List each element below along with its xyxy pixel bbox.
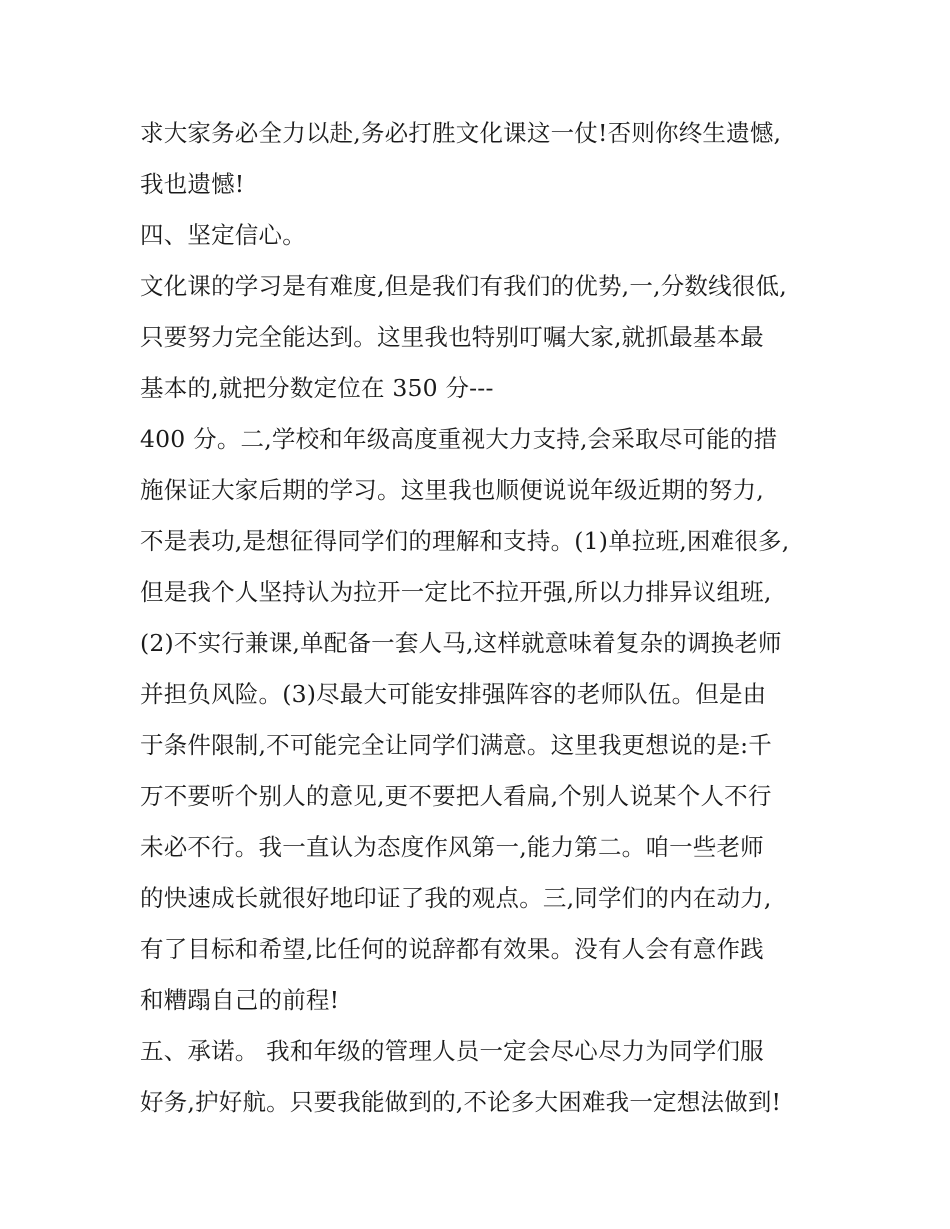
body-line-18: 和糟蹋自己的前程! bbox=[140, 986, 340, 1014]
body-line-17: 有了目标和希望,比任何的说辞都有效果。没有人会有意作践 bbox=[140, 935, 764, 963]
document-body bbox=[140, 108, 820, 1128]
body-line-1: 求大家务必全力以赴,务必打胜文化课这一仗!否则你终生遗憾, bbox=[140, 119, 782, 147]
section-heading-5: 五、承诺。 我和年级的管理人员一定会尽心尽力为同学们服 bbox=[140, 1037, 764, 1065]
body-line-16: 的快速成长就很好地印证了我的观点。三,同学们的内在动力, bbox=[140, 884, 772, 912]
body-line-10: 但是我个人坚持认为拉开一定比不拉开强,所以力排异议组班, bbox=[140, 578, 772, 606]
body-line-2: 我也遗憾! bbox=[140, 170, 245, 198]
body-line-7: 400 分。二,学校和年级高度重视大力支持,会采取尽可能的措 bbox=[140, 425, 778, 453]
body-line-11: (2)不实行兼课,单配备一套人马,这样就意味着复杂的调换老师 bbox=[140, 629, 782, 657]
body-line-8: 施保证大家后期的学习。这里我也顺便说说年级近期的努力, bbox=[140, 476, 764, 504]
body-line-6: 基本的,就把分数定位在 350 分--- bbox=[140, 374, 494, 402]
body-line-4: 文化课的学习是有难度,但是我们有我们的优势,一,分数线很低, bbox=[140, 272, 787, 300]
body-line-14: 万不要听个别人的意见,更不要把人看扁,个别人说某个人不行 bbox=[140, 782, 772, 810]
body-line-9: 不是表功,是想征得同学们的理解和支持。(1)单拉班,困难很多, bbox=[140, 527, 790, 555]
section-heading-4: 四、坚定信心。 bbox=[140, 221, 306, 249]
body-line-20: 好务,护好航。只要我能做到的,不论多大困难我一定想法做到! bbox=[140, 1088, 782, 1116]
body-line-5: 只要努力完全能达到。这里我也特别叮嘱大家,就抓最基本最 bbox=[140, 323, 764, 351]
body-line-12: 并担负风险。(3)尽最大可能安排强阵容的老师队伍。但是由 bbox=[140, 680, 767, 708]
body-line-15: 未必不行。我一直认为态度作风第一,能力第二。咱一些老师 bbox=[140, 833, 764, 861]
body-line-13: 于条件限制,不可能完全让同学们满意。这里我更想说的是:千 bbox=[140, 731, 772, 759]
